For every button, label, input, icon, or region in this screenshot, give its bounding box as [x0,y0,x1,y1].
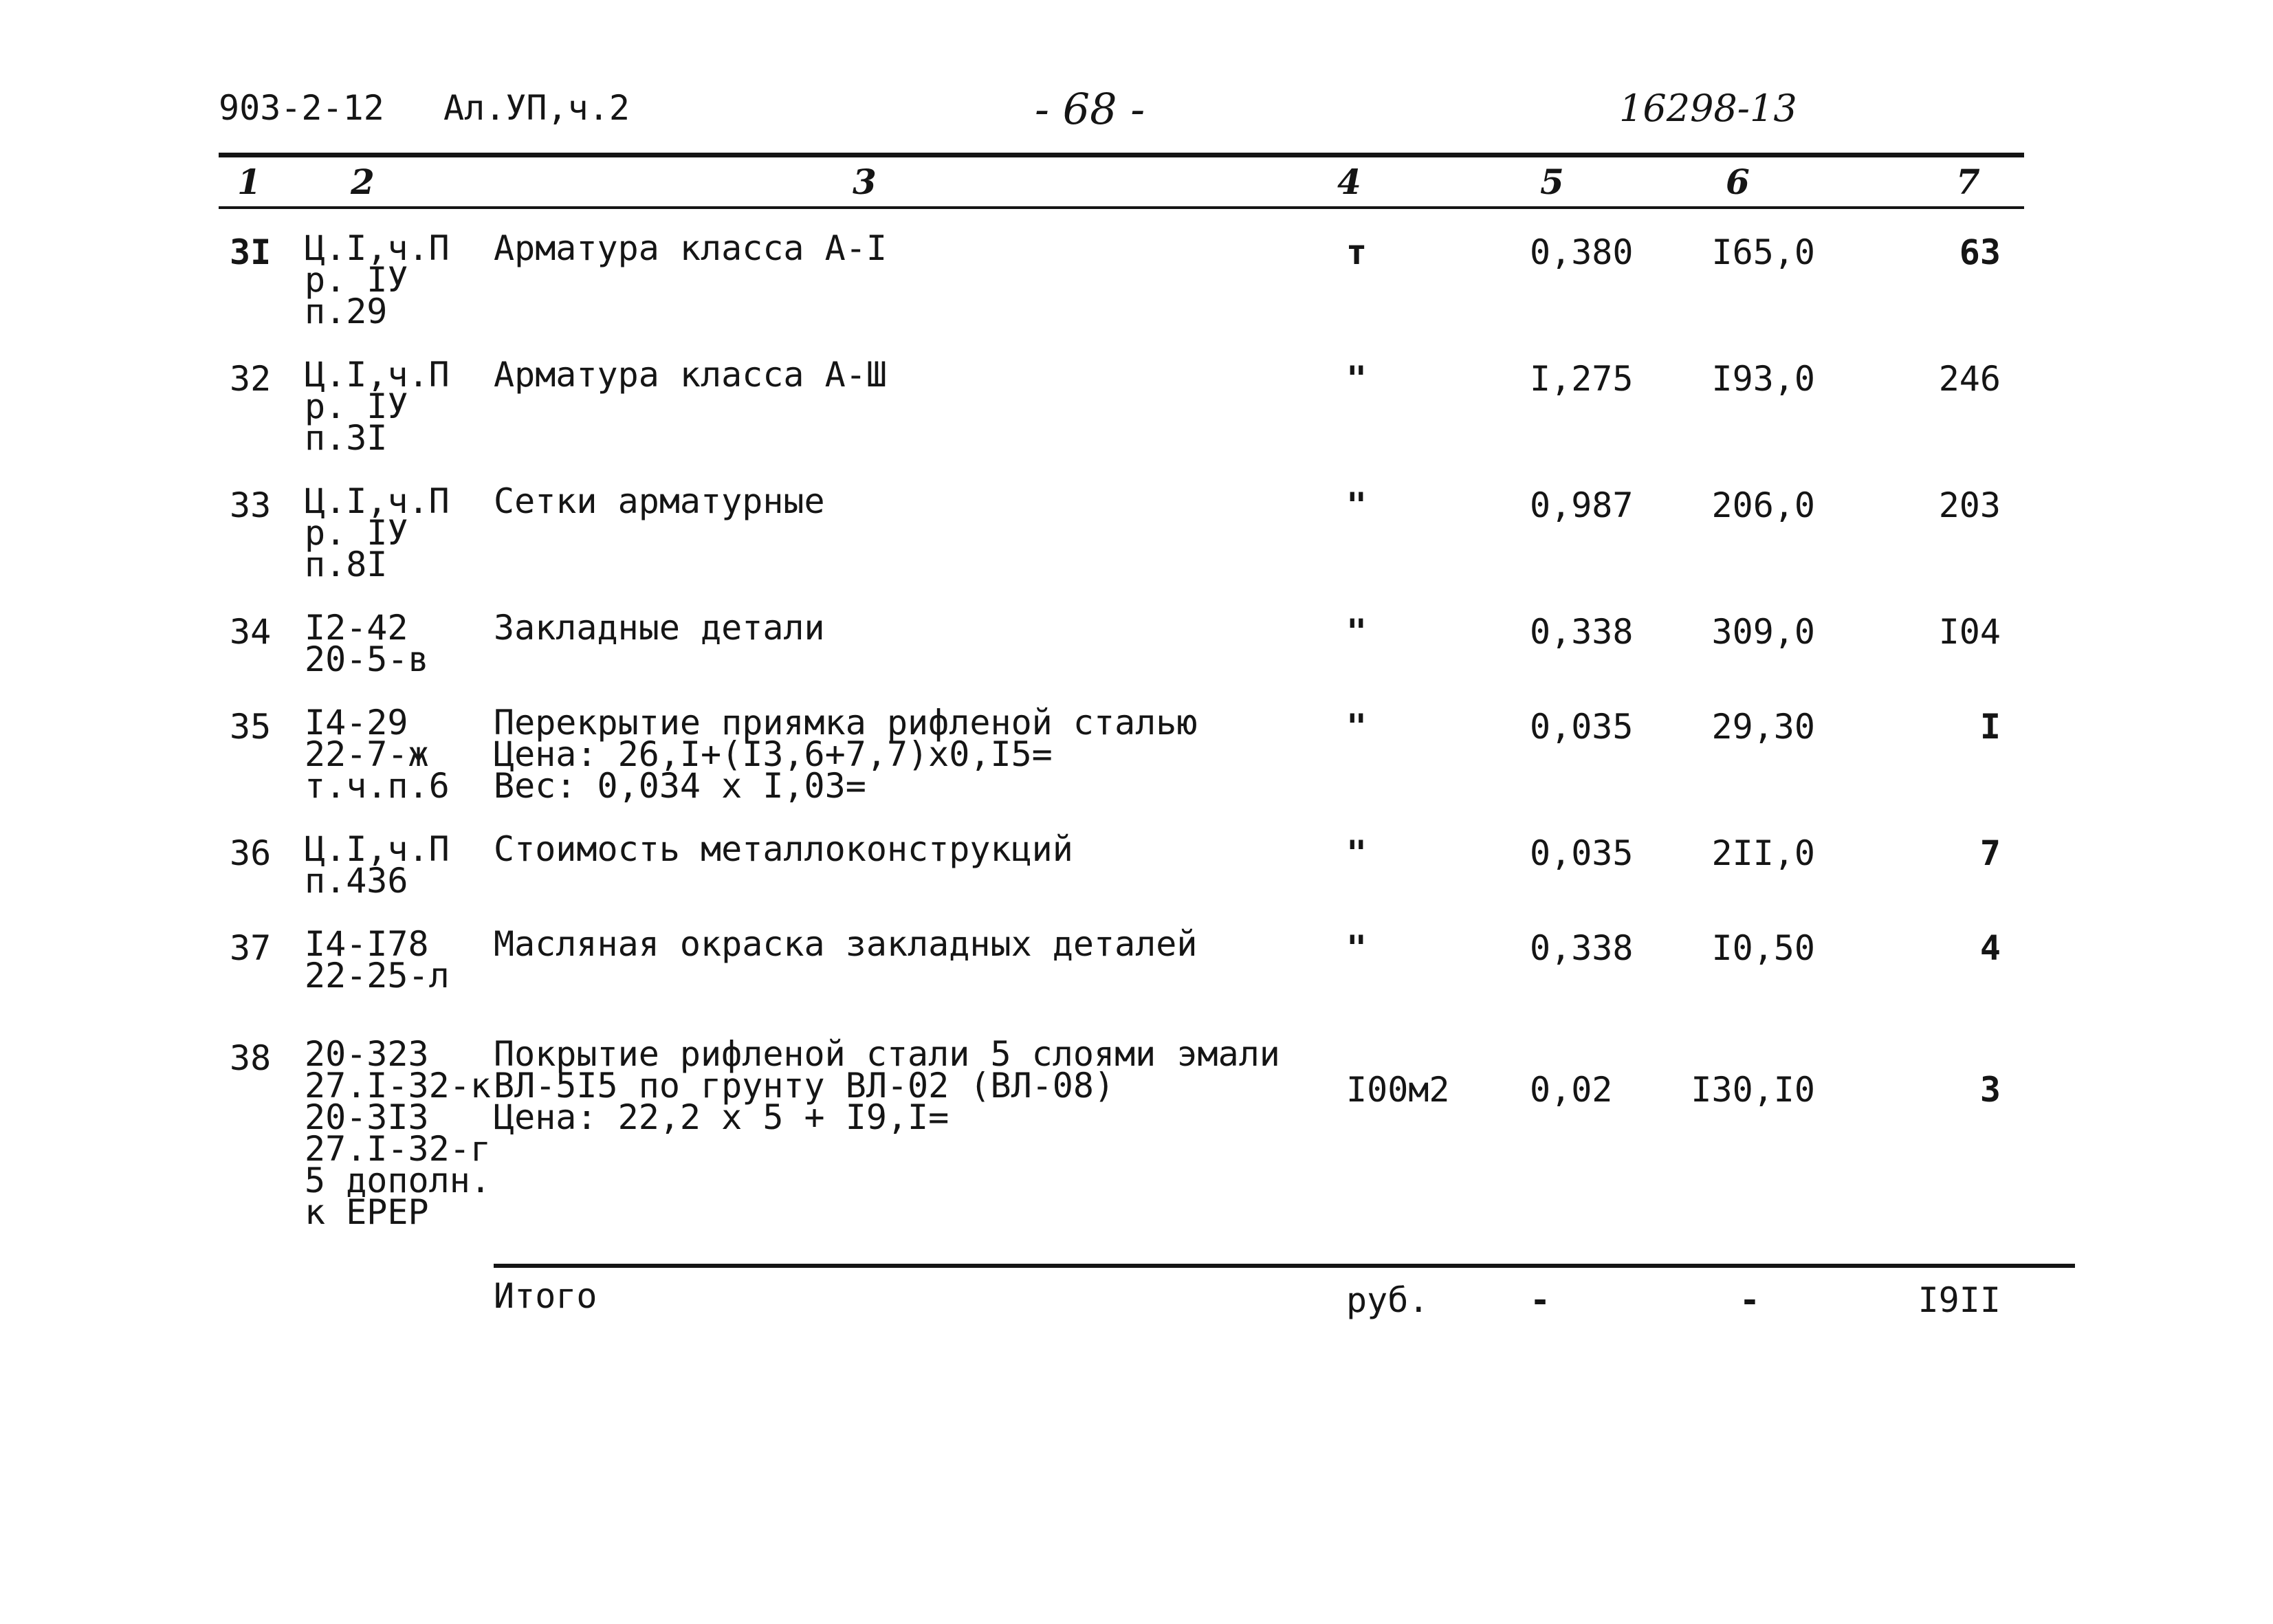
total-cost: 63 [1959,232,2001,272]
ditto-mark: " [1346,485,1368,525]
page-number: - 68 - [1035,84,1145,134]
unit-price: I30,I0 [1691,1070,1815,1110]
ditto-mark: " [1346,928,1368,968]
row-number: 34 [230,612,272,652]
work-description: Арматура класса А-Ш [494,355,887,395]
price-reference: Ц.I,ч.П п.436 [305,829,450,901]
quantity: 0,02 [1530,1070,1613,1110]
total-label: Итого [494,1276,597,1316]
ditto-mark: " [1346,707,1368,747]
total-cost: I [1979,707,2001,747]
price-reference: I4-29 22-7-ж т.ч.п.6 [305,703,450,806]
total-cost: I04 [1938,612,2001,652]
unit: I00м2 [1346,1070,1450,1110]
price-reference: Ц.I,ч.П р. IУ п.29 [305,228,450,331]
unit-price: I0,50 [1711,928,1815,968]
work-description: Арматура класса А-I [494,228,887,268]
column-number-7: 7 [1956,162,1980,202]
work-description: Покрытие рифленой стали 5 слоями эмали ВЛ-5I5 по грунту ВЛ-02 (ВЛ-08) Цена: 22,2 х 5 + I9,I= [494,1034,1280,1137]
quantity: 0,035 [1530,833,1634,873]
row-number: 38 [230,1038,272,1078]
work-description: Сетки арматурные [494,481,825,521]
unit-price: 206,0 [1711,485,1815,525]
column-number-5: 5 [1540,162,1564,202]
ditto-mark: " [1346,359,1368,399]
price-reference: I4-I78 22-25-л [305,924,450,996]
total-rule [494,1264,2075,1268]
unit-price: I93,0 [1711,359,1815,399]
quantity: 0,338 [1530,928,1634,968]
unit: т [1346,232,1368,272]
quantity: 0,380 [1530,232,1634,272]
work-description: Перекрытие приямка рифленой сталью Цена: 26,I+(I3,6+7,7)х0,I5= Вес: 0,034 х I,03= [494,703,1198,806]
price-reference: 20-323 27.I-32-к 20-3I3 27.I-32-г 5 дополн. к ЕРЕР [305,1034,491,1232]
total-cost: 3 [1979,1070,2001,1110]
column-number-3: 3 [853,162,877,202]
quantity: 0,338 [1530,612,1634,652]
column-header-rule [219,206,2024,209]
price-reference: I2-42 20-5-в [305,608,429,679]
quantity: 0,035 [1530,707,1634,747]
row-number: 33 [230,485,272,525]
total-cost: 7 [1979,833,2001,873]
grand-total: I9II [1918,1280,2001,1320]
total-cost: 203 [1938,485,2001,525]
unit-price: 2II,0 [1711,833,1815,873]
work-description: Масляная окраска закладных деталей [494,924,1198,964]
unit-price: 309,0 [1711,612,1815,652]
column-number-4: 4 [1337,162,1361,202]
ditto-mark: " [1346,833,1368,873]
ditto-mark: " [1346,612,1368,652]
quantity: I,275 [1530,359,1634,399]
unit-price: 29,30 [1711,707,1815,747]
document-number: 16298-13 [1619,87,1797,130]
total-cost: 4 [1979,928,2001,968]
total-cost: 246 [1938,359,2001,399]
column-number-6: 6 [1726,162,1750,202]
work-description: Стоимость металлоконструкций [494,829,1073,869]
total-unit: руб. [1346,1280,1429,1320]
column-number-2: 2 [351,162,375,202]
total-price: - [1739,1280,1760,1320]
album-reference: Ал.УП,ч.2 [443,88,630,128]
row-number: 35 [230,707,272,747]
row-number: 36 [230,833,272,873]
header-rule [219,153,2024,157]
project-code: 903-2-12 [219,88,384,128]
quantity: 0,987 [1530,485,1634,525]
unit-price: I65,0 [1711,232,1815,272]
row-number: 37 [230,928,272,968]
work-description: Закладные детали [494,608,825,648]
price-reference: Ц.I,ч.П р. IУ п.8I [305,481,450,584]
total-qty: - [1530,1280,1551,1320]
price-reference: Ц.I,ч.П р. IУ п.3I [305,355,450,458]
row-number: 3I [230,232,272,272]
column-number-1: 1 [237,162,261,202]
row-number: 32 [230,359,272,399]
